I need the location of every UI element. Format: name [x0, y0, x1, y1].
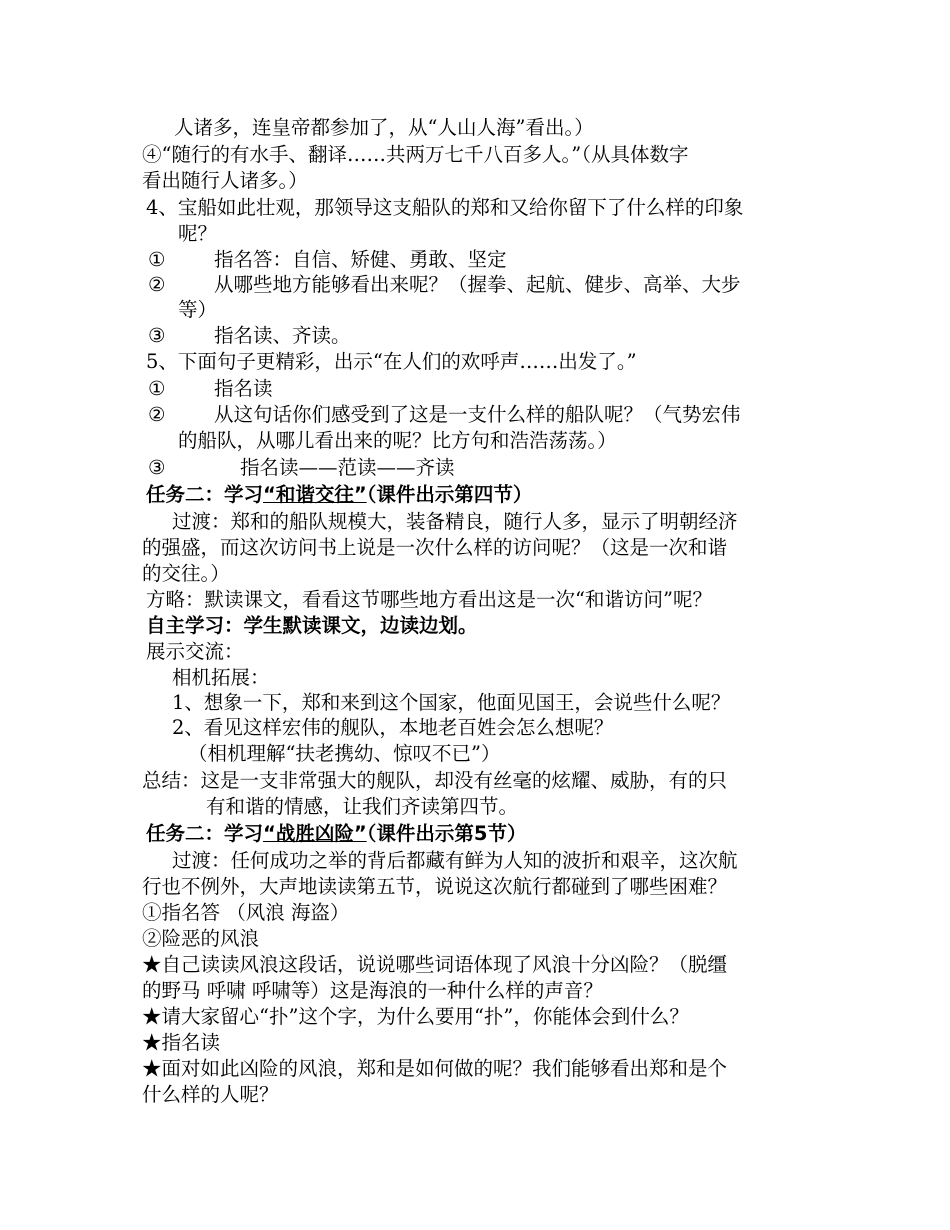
text-line: ④“随行的有水手、翻译……共两万七千八百多人。”（从具体数字 — [142, 143, 689, 166]
section-heading-harmony — [146, 482, 532, 508]
text-line: 指名读——范读——齐读 — [240, 456, 455, 479]
list-item-4: 4、宝船如此壮观，那领导这支船队的郑和又给你留下了什么样的印象 — [146, 196, 744, 219]
item-number: ① — [148, 377, 166, 400]
text-line: 指名答：自信、矫健、勇敢、坚定 — [214, 248, 507, 271]
text-line: 的船队，从哪儿看出来的呢？比方句和浩浩荡荡。） — [178, 429, 617, 452]
text-line: 方略：默读课文，看看这节哪些地方看出这是一次“和谐访问”呢？ — [146, 588, 712, 611]
text-line: 1、想象一下，郑和来到这个国家，他面见国王，会说些什么呢？ — [172, 691, 731, 714]
text-line: 看出随行人诸多。） — [142, 169, 308, 192]
heading-underlined: “战胜凶险” — [263, 822, 367, 845]
heading-prefix: 任务二：学习 — [146, 483, 264, 506]
text-line: 指名读 — [214, 377, 273, 400]
text-line: 的交往。） — [142, 562, 230, 585]
text-line: 过渡：任何成功之举的背后都藏有鲜为人知的波折和艰辛，这次航 — [172, 849, 738, 872]
text-line: ②险恶的风浪 — [142, 927, 260, 950]
star-item: ★自己读读风浪这段话，说说哪些词语体现了风浪十分凶险？（脱缰 — [142, 953, 728, 976]
text-line: ①指名答 （风浪 海盗） — [142, 901, 350, 924]
list-item-5: 5、下面句子更精彩，出示“在人们的欢呼声……出发了。” — [146, 350, 637, 373]
star-item: ★请大家留心“扑”这个字，为什么要用“扑”，你能体会到什么？ — [142, 1005, 689, 1028]
text-line: 指名读、齐读。 — [214, 324, 351, 347]
text-line: 什么样的人呢？ — [142, 1083, 279, 1106]
heading-underlined: “和谐交往” — [263, 483, 367, 506]
star-item: ★指名读 — [142, 1031, 221, 1054]
text-line: 行也不例外，大声地读读第五节，说说这次航行都碰到了哪些困难？ — [142, 875, 728, 898]
item-number: ② — [148, 403, 166, 426]
item-number: ③ — [148, 456, 166, 479]
item-number: ② — [148, 273, 166, 296]
text-line: 从这句话你们感受到了这是一支什么样的船队呢？（气势宏伟 — [214, 403, 741, 426]
item-number: ③ — [148, 324, 166, 347]
text-line: 2、看见这样宏伟的舰队，本地老百姓会怎么想呢？ — [172, 716, 614, 739]
text-line: 的野马 呼啸 呼啸等）这是海浪的一种什么样的声音？ — [142, 979, 603, 1002]
text-line: 从哪些地方能够看出来呢？（握拳、起航、健步、高举、大步 — [214, 273, 741, 296]
text-line: 总结：这是一支非常强大的舰队，却没有丝毫的炫耀、威胁，有的只 — [142, 769, 728, 792]
text-line: 人诸多，连皇帝都参加了，从“人山人海”看出。） — [174, 116, 594, 139]
heading-prefix: 任务二：学习 — [146, 822, 264, 845]
text-line: 过渡：郑和的船队规模大，装备精良，随行人多，显示了明朝经济 — [172, 510, 738, 533]
heading-suffix: （课件出示第5节） — [366, 822, 527, 845]
text-line: 等） — [178, 298, 218, 321]
text-line: 相机拓展： — [172, 666, 270, 689]
heading-suffix: （课件出示第四节） — [366, 483, 533, 506]
section-heading-danger — [146, 821, 526, 847]
item-number: ① — [148, 248, 166, 271]
text-line: 的强盛，而这次访问书上说是一次什么样的访问呢？（这是一次和谐 — [142, 536, 728, 559]
text-line: 展示交流： — [146, 640, 244, 663]
text-line: 有和谐的情感，让我们齐读第四节。 — [206, 795, 519, 818]
star-item: ★面对如此凶险的风浪，郑和是如何做的呢？我们能够看出郑和是个 — [142, 1057, 728, 1080]
text-line: 呢？ — [178, 222, 218, 245]
text-line: 自主学习：学生默读课文，边读边划。 — [146, 614, 478, 637]
text-line: （相机理解“扶老携幼、惊叹不已”） — [188, 742, 501, 765]
